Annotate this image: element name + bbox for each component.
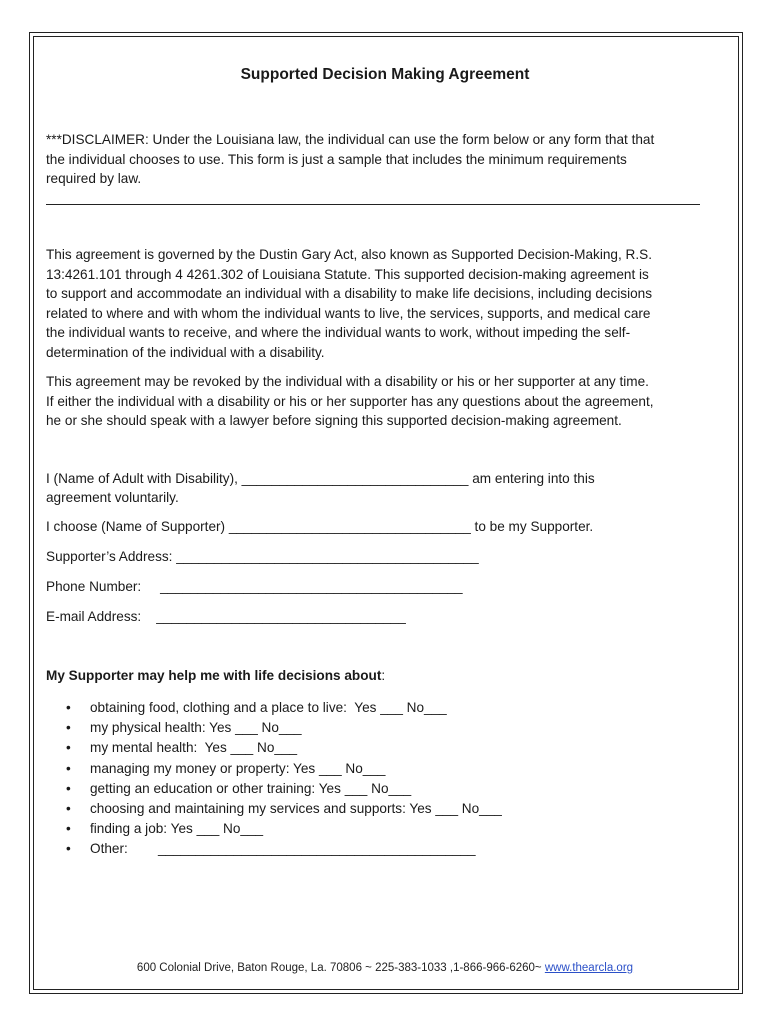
decisions-list — [66, 698, 502, 860]
list-item-text: finding a job: Yes ___ No___ — [90, 821, 264, 837]
supporter-address-field[interactable]: Supporter’s Address: ________________________________________ — [46, 549, 479, 564]
list-item-text: managing my money or property: Yes ___ No___ — [90, 760, 386, 776]
list-item[interactable] — [66, 738, 502, 758]
paragraph-line: the individual wants to receive, and where the individual wants to work, without impeding the self- — [46, 325, 631, 340]
decisions-heading-colon: : — [381, 668, 386, 683]
paragraph-line: If either the individual with a disability or his or her supporter has any questions about the agreement, — [46, 393, 654, 409]
disclaimer-line: the individual chooses to use. This form is just a sample that includes the minimum requirements — [46, 151, 627, 167]
paragraph-line: he or she should speak with a lawyer before signing this supported decision-making agreement. — [46, 413, 622, 428]
governing-paragraph — [46, 245, 736, 362]
list-item[interactable] — [66, 839, 502, 859]
bullet-icon: • — [66, 720, 71, 736]
list-item-text: choosing and maintaining my services and supports: Yes ___ No___ — [90, 800, 502, 816]
email-address-field[interactable]: E-mail Address: _________________________________ — [46, 609, 406, 624]
list-item[interactable] — [66, 799, 502, 819]
phone-number-field[interactable]: Phone Number: ________________________________________ — [46, 579, 463, 594]
bullet-icon: • — [66, 780, 71, 796]
disclaimer-line: required by law. — [46, 171, 142, 186]
list-item[interactable] — [66, 819, 502, 839]
footer — [0, 962, 770, 974]
paragraph-line: This agreement is governed by the Dustin Gary Act, also known as Supported Decision-Making, R.S. — [46, 247, 652, 262]
list-item[interactable] — [66, 759, 502, 779]
bullet-icon: • — [66, 841, 71, 857]
paragraph-line: related to where and with whom the individual wants to live, the services, supports, and medical care — [46, 305, 651, 321]
website-link[interactable]: www.thearcla.org — [544, 962, 634, 974]
bullet-icon: • — [66, 821, 71, 837]
list-item-text: my physical health: Yes ___ No___ — [90, 720, 302, 736]
list-item-text: obtaining food, clothing and a place to live: Yes ___ No___ — [90, 700, 447, 715]
adult-name-field[interactable]: I (Name of Adult with Disability), ______________________________ am entering into this — [46, 471, 595, 486]
list-item[interactable] — [66, 698, 502, 718]
list-item-text: Other: __________________________________________ — [90, 841, 476, 857]
footer-address: 600 Colonial Drive, Baton Rouge, La. 70806 ~ 225-383-1033 ,1-866-966-6260~ — [136, 962, 545, 974]
decisions-heading — [46, 668, 385, 683]
disclaimer — [46, 130, 736, 189]
disclaimer-line: ***DISCLAIMER: Under the Louisiana law, the individual can use the form below or any form that that — [46, 132, 655, 147]
bullet-icon: • — [66, 800, 71, 816]
revocation-paragraph — [46, 372, 736, 431]
bullet-icon: • — [66, 700, 71, 715]
bullet-icon: • — [66, 740, 71, 756]
paragraph-line: to support and accommodate an individual with a disability to make life decisions, including decisions — [46, 286, 653, 301]
list-item[interactable] — [66, 779, 502, 799]
list-item[interactable] — [66, 718, 502, 738]
document-title: Supported Decision Making Agreement — [240, 66, 530, 83]
paragraph-line: determination of the individual with a disability. — [46, 344, 325, 360]
decisions-heading-text: My Supporter may help me with life decisions about — [46, 668, 382, 683]
list-item-text: my mental health: Yes ___ No___ — [90, 740, 298, 756]
bullet-icon: • — [66, 760, 71, 776]
adult-name-field-continued: agreement voluntarily. — [46, 490, 179, 505]
paragraph-line: 13:4261.101 through 4 4261.302 of Louisiana Statute. This supported decision-making agreement is — [46, 266, 649, 282]
paragraph-line: This agreement may be revoked by the individual with a disability or his or her supporter at any time. — [46, 374, 649, 389]
list-item-text: getting an education or other training: Yes ___ No___ — [90, 780, 412, 796]
supporter-name-field[interactable]: I choose (Name of Supporter) ________________________________ to be my Supporter. — [46, 519, 594, 534]
divider-line — [46, 204, 700, 205]
